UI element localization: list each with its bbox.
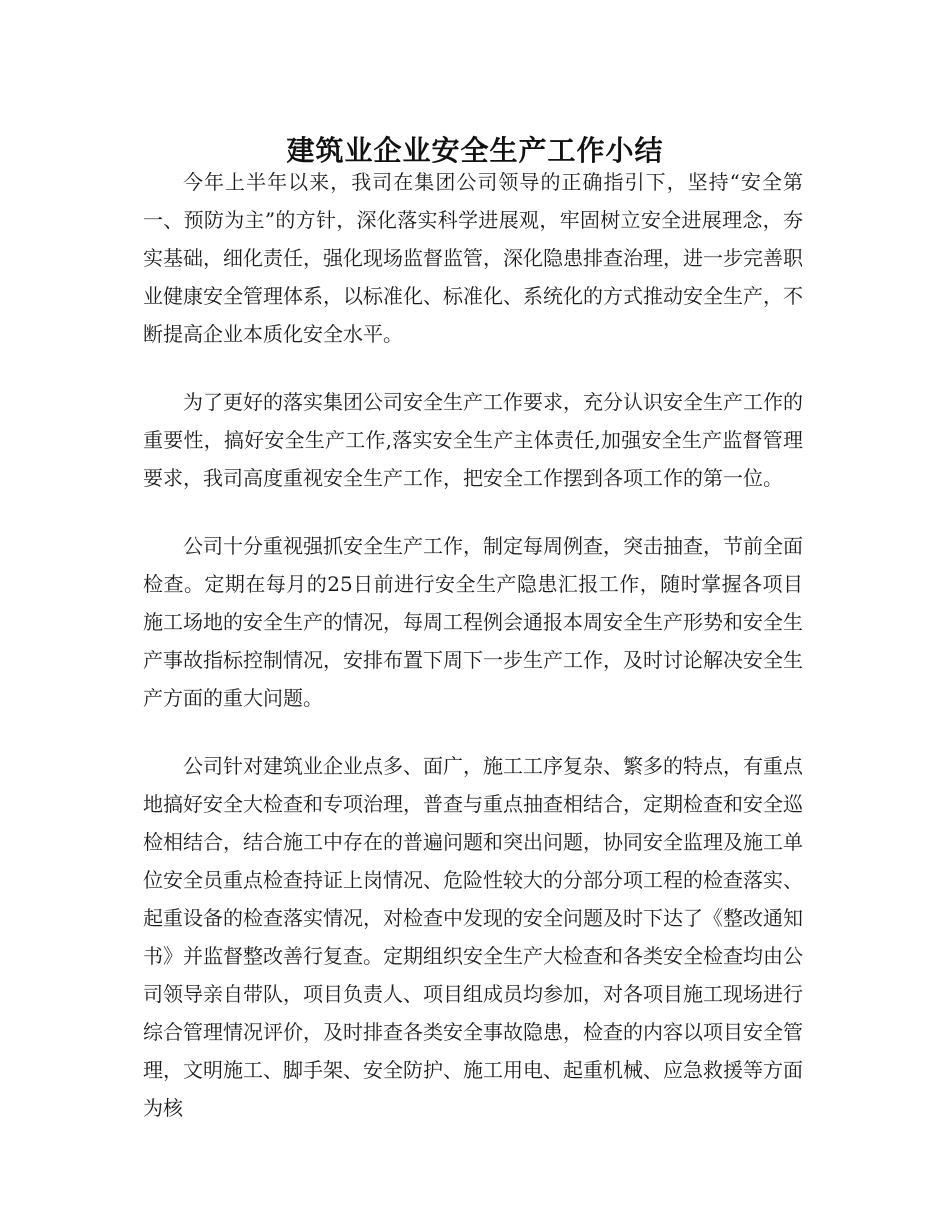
- document-body: [143, 163, 803, 1127]
- paragraph: 公司针对建筑业企业点多、面广，施工工序复杂、繁多的特点，有重点地搞好安全大检查和专项治理，普查与重点抽查相结合，定期检查和安全巡检相结合，结合施工中存在的普遍问题和突出问题，协同安全监理及施工单位安全员重点检查持证上岗情况、危险性较大的分部分项工程的检查落实、起重设备的检查落实情况，对检查中发现的安全问题及时下达了《整改通知书》并监督整改善行复查。定期组织安全生产大检查和各类安全检查均由公司领导亲自带队，项目负责人、项目组成员均参加，对各项目施工现场进行综合管理情况评价，及时排查各类安全事故隐患，检查的内容以项目安全管理，文明施工、脚手架、安全防护、施工用电、起重机械、应急救援等方面为核: [143, 754, 803, 1120]
- paragraph: 今年上半年以来，我司在集团公司领导的正确指引下，坚持“安全第一、预防为主”的方针，深化落实科学进展观，牢固树立安全进展理念，夯实基础，细化责任，强化现场监督监管，深化隐患排查治理，进一步完善职业健康安全管理体系，以标准化、标准化、系统化的方式推动安全生产，不断提高企业本质化安全水平。: [143, 170, 803, 346]
- paragraph: 为了更好的落实集团公司安全生产工作要求，充分认识安全生产工作的重要性，搞好安全生产工作,落实安全生产主体责任,加强安全生产监督管理要求，我司高度重视安全生产工作，把安全工作摆到各项工作的第一位。: [143, 390, 803, 490]
- document-title: 建筑业企业安全生产工作小结: [286, 133, 664, 167]
- paragraph: 公司十分重视强抓安全生产工作，制定每周例查，突击抽查，节前全面检查。定期在每月的25日前进行安全生产隐患汇报工作，随时掌握各项目施工场地的安全生产的情况，每周工程例会通报本周安全生产形势和安全生产事故指标控制情况，安排布置下周下一步生产工作，及时讨论解决安全生产方面的重大问题。: [143, 534, 803, 710]
